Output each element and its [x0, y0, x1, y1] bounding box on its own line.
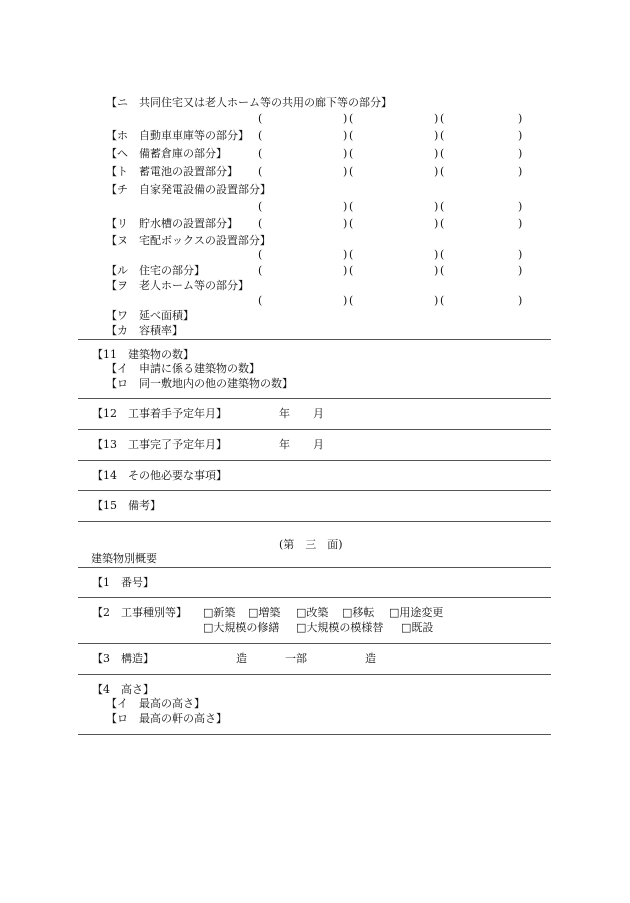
s3-ichibu: 一部	[285, 652, 307, 665]
section-13-year: 年	[279, 438, 290, 451]
s3-zou-1: 造	[236, 652, 247, 665]
option-new-build[interactable]: □新築	[203, 606, 236, 619]
section-13-label: 【13 工事完了予定年月】	[92, 438, 227, 451]
section-11-i: 【イ 申請に係る建築物の数】	[106, 362, 260, 375]
s1-number-label: 【1 番号】	[92, 576, 154, 589]
s2-work-type-label: 【2 工事種別等】	[92, 606, 187, 619]
section-14-label: 【14 その他必要な事項】	[92, 469, 227, 482]
option-existing[interactable]: □既設	[401, 621, 434, 634]
section-12-year: 年	[279, 407, 290, 420]
page-title: (第 三 面)	[279, 538, 343, 551]
divider	[78, 674, 551, 675]
item-wo-label: 【ヲ 老人ホーム等の部分】	[106, 279, 249, 292]
item-ru-label: 【ル 住宅の部分】	[106, 264, 205, 277]
section-11-title: 【11 建築物の数】	[92, 348, 194, 361]
divider	[78, 567, 551, 568]
item-ni-label: 【ニ 共同住宅又は老人ホーム等の共用の廊下等の部分】	[106, 96, 392, 109]
option-relocation[interactable]: □移転	[342, 606, 375, 619]
divider	[78, 460, 551, 461]
item-chi-label: 【チ 自家発電設備の設置部分】	[106, 183, 271, 196]
item-he-label: 【ヘ 備蓄倉庫の部分】	[106, 147, 227, 160]
page-subtitle: 建築物別概要	[91, 552, 157, 565]
section-12-month: 月	[313, 407, 324, 420]
section-13-month: 月	[313, 438, 324, 451]
option-major-repair[interactable]: □大規模の修繕	[203, 621, 280, 634]
divider	[78, 597, 551, 598]
s4-max-eave-height: 【ロ 最高の軒の高さ】	[106, 712, 227, 725]
item-nu-label: 【ヌ 宅配ボックスの設置部分】	[106, 234, 271, 247]
item-ri-label: 【リ 貯水槽の設置部分】	[106, 217, 238, 230]
item-ho-label: 【ホ 自動車車庫等の部分】	[106, 129, 249, 142]
option-major-remodel[interactable]: □大規模の模様替	[296, 621, 384, 634]
item-ka-label: 【カ 容積率】	[106, 324, 183, 337]
section-15-label: 【15 備考】	[92, 499, 161, 512]
divider	[78, 398, 551, 399]
divider	[78, 339, 551, 340]
s4-height-label: 【4 高さ】	[92, 683, 154, 696]
s3-structure-label: 【3 構造】	[92, 652, 154, 665]
section-11-ro: 【ロ 同一敷地内の他の建築物の数】	[106, 377, 293, 390]
section-12-label: 【12 工事着手予定年月】	[92, 407, 227, 420]
s3-zou-2: 造	[365, 652, 376, 665]
option-extension[interactable]: □増築	[248, 606, 281, 619]
option-use-change[interactable]: □用途変更	[389, 606, 444, 619]
option-rebuild[interactable]: □改築	[296, 606, 329, 619]
divider	[78, 521, 551, 522]
divider	[78, 429, 551, 430]
item-wa-label: 【ワ 延べ面積】	[106, 309, 194, 322]
divider	[78, 490, 551, 491]
divider	[78, 734, 551, 735]
item-to-label: 【ト 蓄電池の設置部分】	[106, 165, 238, 178]
divider	[78, 643, 551, 644]
s4-max-height: 【イ 最高の高さ】	[106, 697, 205, 710]
